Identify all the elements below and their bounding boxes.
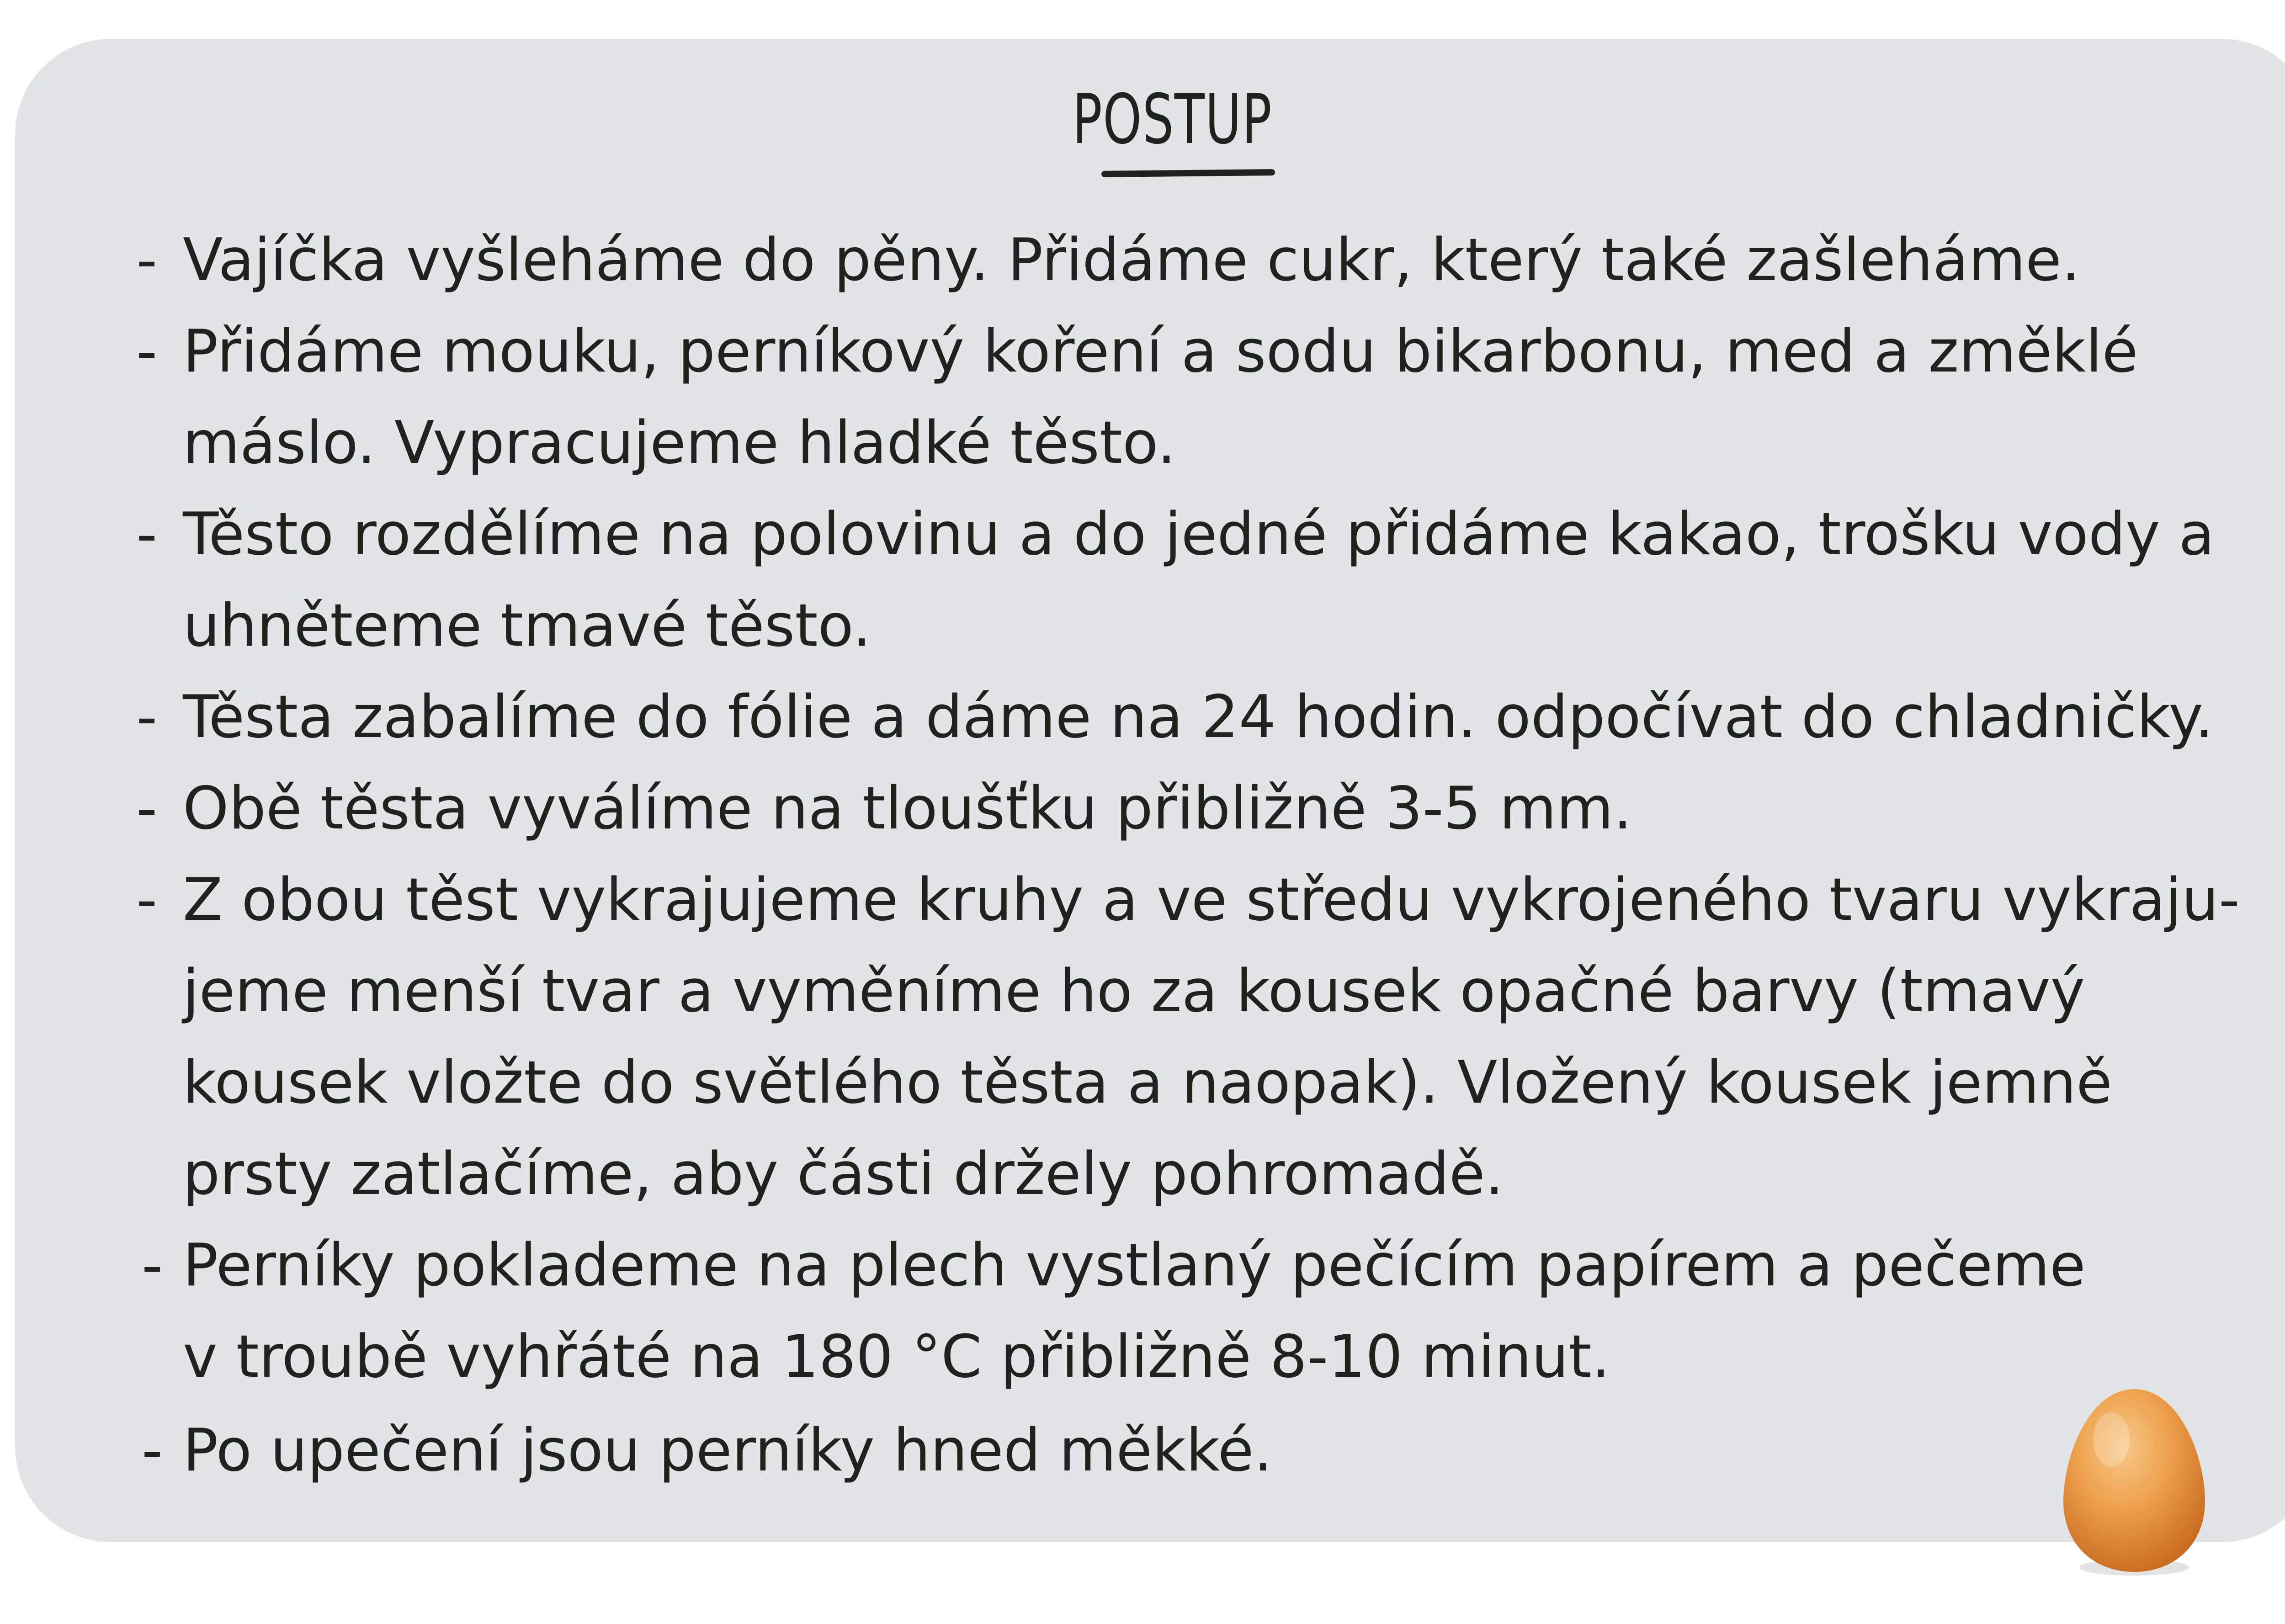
step-3-line-2: uhněteme tmavé těsto. bbox=[183, 592, 871, 660]
step-6-line-2: jeme menší tvar a vyměníme ho za kousek opačné barvy (tmavý bbox=[183, 957, 2085, 1025]
step-7-line-2: v troubě vyhřáté na 180 °C přibližně 8-10 minut. bbox=[183, 1323, 1610, 1391]
step-1-bullet: - bbox=[136, 226, 158, 294]
step-6-bullet: - bbox=[136, 866, 158, 934]
step-6-line-3: kousek vložte do světlého těsta a naopak). Vložený kousek jemně bbox=[183, 1049, 2112, 1117]
step-6-line-4: prsty zatlačíme, aby části držely pohromadě. bbox=[183, 1140, 1504, 1208]
step-7-line-1: Perníky poklademe na plech vystlaný pečícím papírem a pečeme bbox=[183, 1231, 2086, 1300]
step-8-line-1: Po upečení jsou perníky hned měkké. bbox=[183, 1417, 1273, 1485]
step-6-line-1: Z obou těst vykrajujeme kruhy a ve středu vykrojeného tvaru vykraju- bbox=[183, 866, 2240, 934]
step-5-bullet: - bbox=[136, 775, 158, 843]
step-8-bullet: - bbox=[142, 1417, 163, 1485]
step-3-bullet: - bbox=[136, 500, 158, 568]
step-2-line-2: máslo. Vypracujeme hladké těsto. bbox=[183, 409, 1176, 477]
step-5-line-1: Obě těsta vyválíme na tloušťku přibližně 3-5 mm. bbox=[183, 775, 1632, 843]
step-4-bullet: - bbox=[136, 683, 158, 751]
step-1-line-1: Vajíčka vyšleháme do pěny. Přidáme cukr, který také zašleháme. bbox=[183, 226, 2080, 294]
egg-icon bbox=[2056, 1380, 2212, 1581]
page-title: POSTUP bbox=[1072, 80, 1273, 159]
step-2-line-1: Přidáme mouku, perníkový koření a sodu bikarbonu, med a změklé bbox=[183, 318, 2138, 386]
step-3-line-1: Těsto rozdělíme na polovinu a do jedné přidáme kakao, trošku vody a bbox=[183, 500, 2215, 568]
step-4-line-1: Těsta zabalíme do fólie a dáme na 24 hodin. odpočívat do chladničky. bbox=[183, 683, 2214, 751]
step-2-bullet: - bbox=[136, 318, 158, 386]
step-7-bullet: - bbox=[142, 1231, 163, 1300]
